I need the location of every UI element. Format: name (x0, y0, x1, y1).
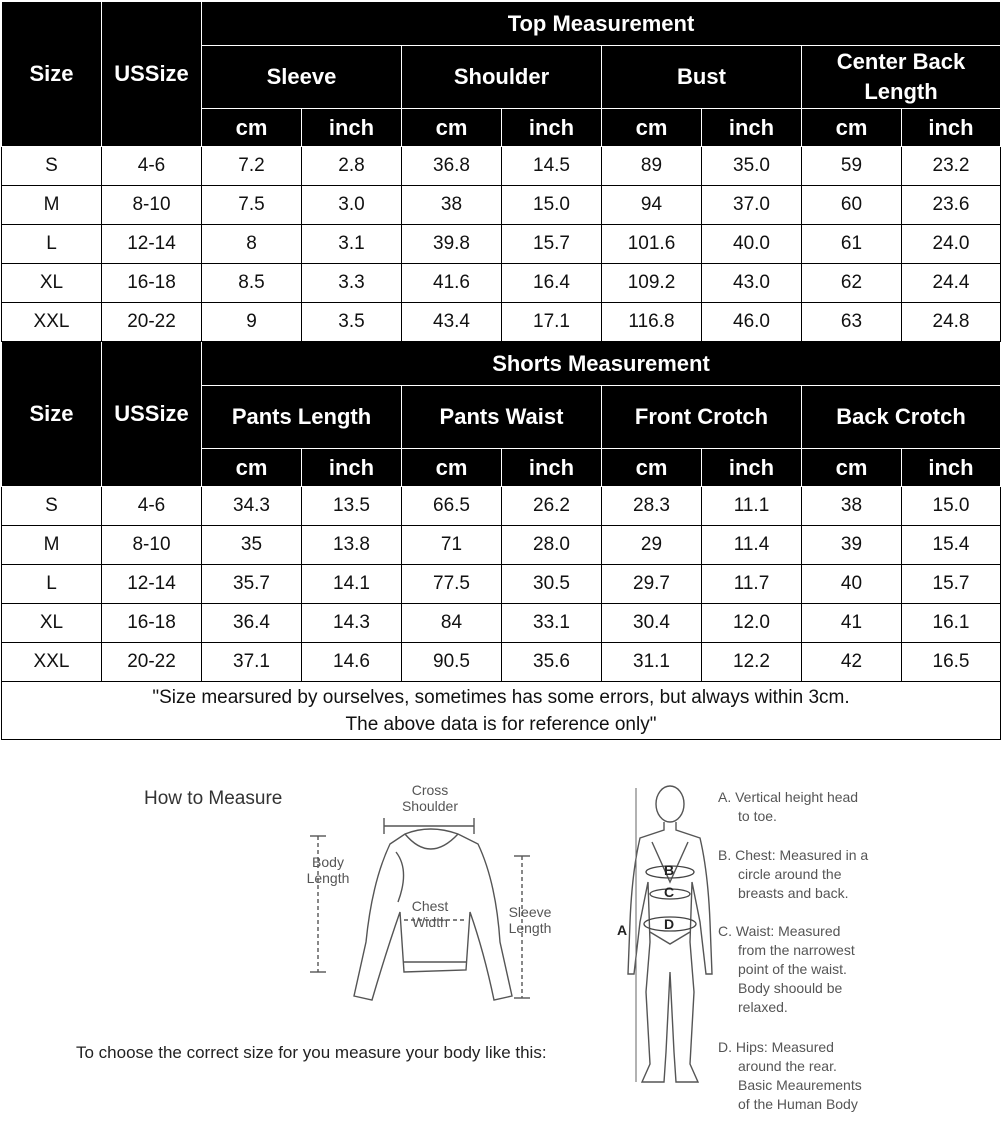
cell: 77.5 (402, 565, 502, 604)
legend-c-line1: C. Waist: Measured (718, 923, 841, 939)
legend-c-line3: point of the waist. (738, 961, 847, 977)
cell: XL (2, 264, 102, 303)
cell: 4-6 (102, 487, 202, 526)
cell: 8-10 (102, 526, 202, 565)
measure-instruction: To choose the correct size for you measure your body like this: (76, 1043, 547, 1062)
shorts-row-s (2, 487, 1001, 526)
cell: 2.8 (302, 147, 402, 186)
body-figure-icon (628, 786, 712, 1082)
cell: 14.1 (302, 565, 402, 604)
cell: 43.4 (402, 303, 502, 342)
cell: 30.5 (502, 565, 602, 604)
how-to-measure-title: How to Measure (144, 788, 283, 809)
cell: 16.4 (502, 264, 602, 303)
cell: 15.4 (902, 526, 1001, 565)
unit-cell: inch (502, 109, 602, 147)
cell: L (2, 225, 102, 264)
cell: 60 (802, 186, 902, 225)
cell: 15.0 (902, 487, 1001, 526)
cell: 59 (802, 147, 902, 186)
front-crotch-header: Front Crotch (602, 386, 802, 449)
unit-cell: inch (702, 109, 802, 147)
size-chart-table (1, 1, 1001, 740)
cell: 109.2 (602, 264, 702, 303)
shorts-measurement-title: Shorts Measurement (202, 342, 1001, 386)
cell: 38 (402, 186, 502, 225)
legend-c-line2: from the narrowest (738, 942, 855, 958)
legend-d (718, 1038, 918, 1114)
cell: 41 (802, 604, 902, 643)
top-measurement-title: Top Measurement (202, 2, 1001, 46)
cell: 71 (402, 526, 502, 565)
legend-d-line4: of the Human Body (738, 1096, 858, 1112)
cell: 23.2 (902, 147, 1001, 186)
unit-cell: cm (802, 449, 902, 487)
legend-c-line5: relaxed. (738, 999, 788, 1015)
marker-a: A (617, 922, 628, 938)
legend-b (718, 846, 918, 903)
legend-d-line3: Basic Meaurements (738, 1077, 862, 1093)
marker-b: B (664, 862, 675, 878)
cell: 12-14 (102, 565, 202, 604)
unit-cell: inch (702, 449, 802, 487)
cell: 7.5 (202, 186, 302, 225)
cell: 61 (802, 225, 902, 264)
cell: M (2, 186, 102, 225)
unit-cell: inch (302, 449, 402, 487)
cell: 24.4 (902, 264, 1001, 303)
cell: 46.0 (702, 303, 802, 342)
body-label-line2: Length (306, 870, 350, 886)
center-back-line2: Length (864, 79, 938, 104)
pants-length-header: Pants Length (202, 386, 402, 449)
cell: 12.2 (702, 643, 802, 682)
cell: 89 (602, 147, 702, 186)
cell: 35.7 (202, 565, 302, 604)
cell: 13.8 (302, 526, 402, 565)
cell: 35.0 (702, 147, 802, 186)
unit-cell: cm (802, 109, 902, 147)
cell: 7.2 (202, 147, 302, 186)
cell: 33.1 (502, 604, 602, 643)
cell: 29.7 (602, 565, 702, 604)
cross-shoulder-label (392, 782, 468, 814)
cell: 4-6 (102, 147, 202, 186)
top-ussize-header: USSize (102, 2, 202, 147)
cell: 3.0 (302, 186, 402, 225)
cell: 14.3 (302, 604, 402, 643)
disclaimer-note (2, 682, 1001, 740)
cell: 38 (802, 487, 902, 526)
cell: 16-18 (102, 604, 202, 643)
cell: 11.4 (702, 526, 802, 565)
shorts-row-xl (2, 604, 1001, 643)
shorts-row-xxl (2, 643, 1001, 682)
cell: 24.0 (902, 225, 1001, 264)
cross-label-line1: Cross (411, 782, 449, 798)
body-length-label (298, 854, 358, 886)
legend-a-line2: to toe. (738, 808, 777, 824)
cell: 23.6 (902, 186, 1001, 225)
cell: 3.1 (302, 225, 402, 264)
cell: 37.1 (202, 643, 302, 682)
sleeve-length-label (500, 904, 560, 936)
legend-b-line1: B. Chest: Measured in a (718, 847, 869, 863)
disclaimer-line2: The above data is for reference only" (345, 713, 657, 735)
cross-label-line2: Shoulder (401, 798, 459, 814)
cell: 28.3 (602, 487, 702, 526)
legend-a (718, 788, 918, 826)
legend-b-line2: circle around the (738, 866, 842, 882)
cell: 16.5 (902, 643, 1001, 682)
cell: 14.6 (302, 643, 402, 682)
cell: 15.0 (502, 186, 602, 225)
cell: 29 (602, 526, 702, 565)
shorts-size-header: Size (2, 342, 102, 487)
cell: 36.4 (202, 604, 302, 643)
cell: 30.4 (602, 604, 702, 643)
cell: 66.5 (402, 487, 502, 526)
cell: 31.1 (602, 643, 702, 682)
unit-cell: cm (202, 449, 302, 487)
cell: 13.5 (302, 487, 402, 526)
center-back-line1: Center Back (836, 49, 966, 74)
legend-b-line3: breasts and back. (738, 885, 849, 901)
chest-width-label (400, 898, 460, 930)
cell: 26.2 (502, 487, 602, 526)
cell: 3.3 (302, 264, 402, 303)
top-row-xl (2, 264, 1001, 303)
cell: 17.1 (502, 303, 602, 342)
cell: 8 (202, 225, 302, 264)
unit-cell: cm (202, 109, 302, 147)
shorts-ussize-header: USSize (102, 342, 202, 487)
sleeve-label-line2: Length (508, 920, 552, 936)
cell: 39.8 (402, 225, 502, 264)
bust-header: Bust (602, 46, 802, 109)
cell: 14.5 (502, 147, 602, 186)
cell: S (2, 147, 102, 186)
chest-label-line1: Chest (411, 898, 449, 914)
cell: 63 (802, 303, 902, 342)
cell: 42 (802, 643, 902, 682)
unit-cell: inch (502, 449, 602, 487)
cell: XXL (2, 643, 102, 682)
shoulder-header: Shoulder (402, 46, 602, 109)
cell: 94 (602, 186, 702, 225)
cell: 12-14 (102, 225, 202, 264)
cell: 84 (402, 604, 502, 643)
cell: 43.0 (702, 264, 802, 303)
unit-cell: cm (602, 109, 702, 147)
top-row-l (2, 225, 1001, 264)
unit-cell: inch (902, 109, 1001, 147)
cell: 12.0 (702, 604, 802, 643)
legend-c (718, 922, 918, 1017)
sleeve-header: Sleeve (202, 46, 402, 109)
cell: 9 (202, 303, 302, 342)
cell: 20-22 (102, 643, 202, 682)
top-size-header: Size (2, 2, 102, 147)
cell: 90.5 (402, 643, 502, 682)
body-label-line1: Body (312, 854, 344, 870)
shorts-row-l (2, 565, 1001, 604)
cell: 116.8 (602, 303, 702, 342)
cell: XL (2, 604, 102, 643)
cell: 11.1 (702, 487, 802, 526)
legend-a-line1: A. Vertical height head (718, 789, 859, 805)
cell: 20-22 (102, 303, 202, 342)
top-row-s (2, 147, 1001, 186)
cell: 36.8 (402, 147, 502, 186)
legend-c-line4: Body shoould be (738, 980, 843, 996)
cell: 41.6 (402, 264, 502, 303)
marker-d: D (664, 916, 675, 932)
cell: 39 (802, 526, 902, 565)
cell: 34.3 (202, 487, 302, 526)
cell: 35.6 (502, 643, 602, 682)
cell: 101.6 (602, 225, 702, 264)
cell: 3.5 (302, 303, 402, 342)
cell: 11.7 (702, 565, 802, 604)
cell: 40 (802, 565, 902, 604)
unit-cell: cm (402, 449, 502, 487)
cell: 15.7 (502, 225, 602, 264)
top-row-m (2, 186, 1001, 225)
center-back-length-header (802, 46, 1001, 109)
legend-d-line1: D. Hips: Measured (718, 1039, 834, 1055)
unit-cell: cm (602, 449, 702, 487)
disclaimer-line1: "Size mearsured by ourselves, sometimes has some errors, but always within 3cm. (152, 686, 850, 708)
cell: 28.0 (502, 526, 602, 565)
chest-label-line2: Width (412, 914, 448, 930)
cell: 35 (202, 526, 302, 565)
cell: 40.0 (702, 225, 802, 264)
cell: 62 (802, 264, 902, 303)
cell: 16-18 (102, 264, 202, 303)
cell: S (2, 487, 102, 526)
cell: 15.7 (902, 565, 1001, 604)
top-row-xxl (2, 303, 1001, 342)
cell: L (2, 565, 102, 604)
unit-cell: inch (902, 449, 1001, 487)
cell: XXL (2, 303, 102, 342)
legend-d-line2: around the rear. (738, 1058, 837, 1074)
pants-waist-header: Pants Waist (402, 386, 602, 449)
back-crotch-header: Back Crotch (802, 386, 1001, 449)
measure-guide (0, 752, 1002, 1122)
cell: M (2, 526, 102, 565)
sleeve-label-line1: Sleeve (508, 904, 552, 920)
cell: 24.8 (902, 303, 1001, 342)
unit-cell: inch (302, 109, 402, 147)
cell: 8.5 (202, 264, 302, 303)
shorts-row-m (2, 526, 1001, 565)
cell: 16.1 (902, 604, 1001, 643)
cell: 37.0 (702, 186, 802, 225)
unit-cell: cm (402, 109, 502, 147)
cell: 8-10 (102, 186, 202, 225)
marker-c: C (664, 884, 675, 900)
